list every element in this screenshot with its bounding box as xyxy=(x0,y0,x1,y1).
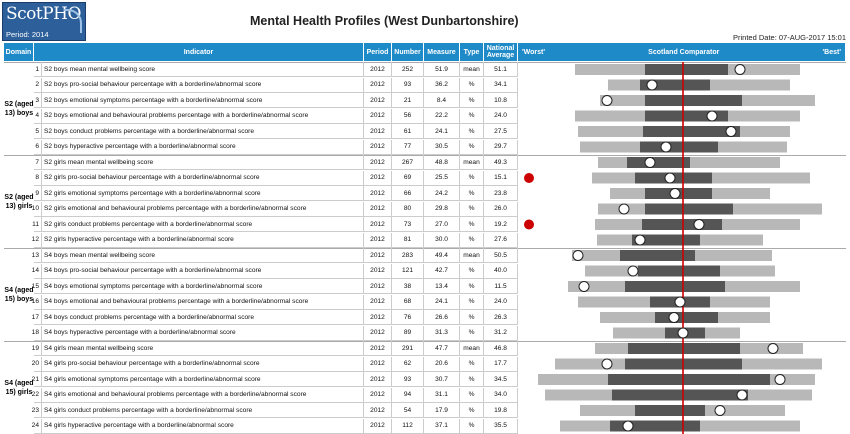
national-average-value: 26.3 xyxy=(484,310,518,325)
indicator-name: S2 boys pro-social behaviour percentage with a borderline/abnormal score xyxy=(42,78,364,93)
type-value: % xyxy=(460,372,484,387)
type-value: % xyxy=(460,357,484,372)
number-value: 76 xyxy=(392,310,424,325)
type-value: mean xyxy=(460,248,484,263)
printed-date: Printed Date: 07-AUG-2017 15:01 xyxy=(733,33,846,42)
domain-label: S2 (aged 13) girls xyxy=(4,155,34,248)
indicator-name: S2 boys conduct problems percentage with a borderline/abnormal score xyxy=(42,124,364,139)
area-value-marker xyxy=(694,220,704,230)
indicator-name: S4 boys conduct problems percentage with a borderline/abnormal score xyxy=(42,310,364,325)
number-value: 283 xyxy=(392,248,424,263)
area-value-marker xyxy=(678,328,688,338)
period-value: 2012 xyxy=(364,264,392,279)
type-value: % xyxy=(460,93,484,108)
row-number: 7 xyxy=(34,155,42,170)
domain-label: S4 (aged 15) boys xyxy=(4,248,34,341)
national-average-value: 34.1 xyxy=(484,78,518,93)
national-average-value: 46.8 xyxy=(484,341,518,356)
period-value: 2012 xyxy=(364,93,392,108)
measure-value: 24.1 xyxy=(424,124,460,139)
row-number: 18 xyxy=(34,326,42,341)
row-number: 11 xyxy=(34,217,42,232)
period-value: 2012 xyxy=(364,186,392,201)
number-value: 62 xyxy=(392,357,424,372)
area-value-marker xyxy=(737,390,747,400)
type-value: % xyxy=(460,403,484,418)
period-value: 2012 xyxy=(364,124,392,139)
area-value-marker xyxy=(707,111,717,121)
header-indicator: Indicator xyxy=(34,43,364,61)
type-value: % xyxy=(460,310,484,325)
indicator-name: S4 girls hyperactive percentage with a borderline/abnormal score xyxy=(42,419,364,434)
row-number: 24 xyxy=(34,419,42,434)
number-value: 81 xyxy=(392,233,424,248)
row-number: 9 xyxy=(34,186,42,201)
period-value: 2012 xyxy=(364,217,392,232)
national-average-value: 15.1 xyxy=(484,171,518,186)
measure-value: 17.9 xyxy=(424,403,460,418)
area-value-marker xyxy=(670,189,680,199)
row-number: 19 xyxy=(34,341,42,356)
comparator-interquartile-bar xyxy=(612,390,748,401)
type-value: % xyxy=(460,124,484,139)
number-value: 38 xyxy=(392,279,424,294)
row-number: 10 xyxy=(34,202,42,217)
number-value: 121 xyxy=(392,264,424,279)
number-value: 73 xyxy=(392,217,424,232)
measure-value: 42.7 xyxy=(424,264,460,279)
national-average-value: 23.8 xyxy=(484,186,518,201)
period-value: 2012 xyxy=(364,341,392,356)
number-value: 61 xyxy=(392,124,424,139)
indicator-name: S2 girls hyperactive percentage with a borderline/abnormal score xyxy=(42,233,364,248)
comparator-interquartile-bar xyxy=(643,126,740,137)
period-value: 2012 xyxy=(364,419,392,434)
type-value: % xyxy=(460,78,484,93)
area-value-marker xyxy=(635,235,645,245)
number-value: 252 xyxy=(392,62,424,77)
period-value: 2012 xyxy=(364,140,392,155)
indicator-name: S2 girls pro-social behaviour percentage with a borderline/abnormal score xyxy=(42,171,364,186)
type-value: % xyxy=(460,217,484,232)
national-average-value: 31.2 xyxy=(484,326,518,341)
type-value: % xyxy=(460,140,484,155)
logo-text: ScotPHO xyxy=(6,4,81,24)
comparator-interquartile-bar xyxy=(645,64,728,75)
period-value: 2012 xyxy=(364,279,392,294)
type-value: % xyxy=(460,186,484,201)
area-value-marker xyxy=(669,313,679,323)
measure-value: 8.4 xyxy=(424,93,460,108)
type-value: % xyxy=(460,171,484,186)
type-value: % xyxy=(460,233,484,248)
row-number: 4 xyxy=(34,109,42,124)
period-value: 2012 xyxy=(364,403,392,418)
row-number: 20 xyxy=(34,357,42,372)
area-value-marker xyxy=(735,65,745,75)
national-average-value: 40.0 xyxy=(484,264,518,279)
area-value-marker xyxy=(715,406,725,416)
row-number: 21 xyxy=(34,372,42,387)
indicator-name: S2 boys emotional and behavioural problems percentage with a borderline/abnormal score xyxy=(42,109,364,124)
number-value: 68 xyxy=(392,295,424,310)
type-value: % xyxy=(460,326,484,341)
row-number: 3 xyxy=(34,93,42,108)
area-value-marker xyxy=(579,282,589,292)
measure-value: 36.2 xyxy=(424,78,460,93)
area-value-marker xyxy=(647,80,657,90)
number-value: 291 xyxy=(392,341,424,356)
national-average-value: 51.1 xyxy=(484,62,518,77)
type-value: % xyxy=(460,264,484,279)
national-average-value: 17.7 xyxy=(484,357,518,372)
period-value: 2012 xyxy=(364,357,392,372)
national-average-value: 19.2 xyxy=(484,217,518,232)
area-value-marker xyxy=(665,173,675,183)
row-number: 6 xyxy=(34,140,42,155)
number-value: 80 xyxy=(392,202,424,217)
area-value-marker xyxy=(602,96,612,106)
national-average-value: 27.5 xyxy=(484,124,518,139)
measure-value: 27.0 xyxy=(424,217,460,232)
comparator-interquartile-bar xyxy=(645,95,742,106)
indicator-name: S2 girls conduct problems percentage with a borderline/abnormal score xyxy=(42,217,364,232)
national-average-value: 27.6 xyxy=(484,233,518,248)
comparator-interquartile-bar xyxy=(608,374,770,385)
header-number: Number xyxy=(392,43,424,61)
indicator-name: S4 girls pro-social behaviour percentage with a borderline/abnormal score xyxy=(42,357,364,372)
period-value: 2012 xyxy=(364,202,392,217)
page-title: Mental Health Profiles (West Dunbartonshire) xyxy=(250,14,519,28)
indicator-name: S4 boys pro-social behaviour percentage with a borderline/abnormal score xyxy=(42,264,364,279)
period-value: 2012 xyxy=(364,233,392,248)
period-value: 2012 xyxy=(364,248,392,263)
indicator-name: S2 boys emotional symptoms percentage with a borderline/abnormal score xyxy=(42,93,364,108)
national-average-value: 35.5 xyxy=(484,419,518,434)
measure-value: 24.1 xyxy=(424,295,460,310)
measure-value: 47.7 xyxy=(424,341,460,356)
header-scotland-comparator: Scotland Comparator xyxy=(648,48,720,56)
type-value: % xyxy=(460,202,484,217)
measure-value: 24.2 xyxy=(424,186,460,201)
type-value: % xyxy=(460,419,484,434)
area-value-marker xyxy=(573,251,583,261)
comparator-interquartile-bar xyxy=(627,157,690,168)
row-number: 8 xyxy=(34,171,42,186)
measure-value: 29.8 xyxy=(424,202,460,217)
national-average-value: 10.8 xyxy=(484,93,518,108)
measure-value: 37.1 xyxy=(424,419,460,434)
indicator-name: S4 girls emotional and behavioural problems percentage with a borderline/abnormal score xyxy=(42,388,364,403)
row-number: 5 xyxy=(34,124,42,139)
number-value: 93 xyxy=(392,78,424,93)
indicator-name: S4 girls emotional symptoms percentage with a borderline/abnormal score xyxy=(42,372,364,387)
number-value: 56 xyxy=(392,109,424,124)
header-period: Period xyxy=(364,43,392,61)
area-value-marker xyxy=(661,142,671,152)
type-value: mean xyxy=(460,155,484,170)
type-value: % xyxy=(460,388,484,403)
type-value: % xyxy=(460,279,484,294)
indicator-name: S2 boys hyperactive percentage with a borderline/abnormal score xyxy=(42,140,364,155)
measure-value: 22.2 xyxy=(424,109,460,124)
domain-label: S4 (aged 15) girls xyxy=(4,341,34,434)
header-best: 'Best' xyxy=(822,48,841,56)
indicator-name: S2 boys mean mental wellbeing score xyxy=(42,62,364,77)
period-value: 2012 xyxy=(364,155,392,170)
comparator-interquartile-bar xyxy=(642,219,722,230)
national-average-value: 34.0 xyxy=(484,388,518,403)
period-value: 2012 xyxy=(364,109,392,124)
period-value: 2012 xyxy=(364,295,392,310)
domain-label: S2 (aged 13) boys xyxy=(4,62,34,155)
area-value-marker xyxy=(775,375,785,385)
period-value: 2012 xyxy=(364,326,392,341)
indicator-name: S4 girls mean mental wellbeing score xyxy=(42,341,364,356)
type-value: mean xyxy=(460,341,484,356)
header-national-average: National Average xyxy=(484,43,518,61)
national-average-value: 19.8 xyxy=(484,403,518,418)
period-value: 2012 xyxy=(364,62,392,77)
indicator-name: S4 boys emotional symptoms percentage with a borderline/abnormal score xyxy=(42,279,364,294)
comparator-interquartile-bar xyxy=(640,142,718,153)
number-value: 93 xyxy=(392,372,424,387)
measure-value: 30.0 xyxy=(424,233,460,248)
national-average-value: 49.3 xyxy=(484,155,518,170)
type-value: % xyxy=(460,295,484,310)
row-number: 15 xyxy=(34,279,42,294)
period-value: 2012 xyxy=(364,310,392,325)
measure-value: 31.3 xyxy=(424,326,460,341)
row-number: 23 xyxy=(34,403,42,418)
header-domain: Domain xyxy=(4,43,34,61)
measure-value: 20.6 xyxy=(424,357,460,372)
header-type: Type xyxy=(460,43,484,61)
comparator-interquartile-bar xyxy=(638,266,720,277)
area-value-marker xyxy=(726,127,736,137)
number-value: 89 xyxy=(392,326,424,341)
area-value-marker xyxy=(768,344,778,354)
measure-value: 31.1 xyxy=(424,388,460,403)
number-value: 69 xyxy=(392,171,424,186)
period-value: 2012 xyxy=(364,171,392,186)
national-average-value: 29.7 xyxy=(484,140,518,155)
header-worst: 'Worst' xyxy=(522,48,546,56)
measure-value: 13.4 xyxy=(424,279,460,294)
area-value-marker xyxy=(623,421,633,431)
significance-flag-icon xyxy=(524,173,534,183)
comparator-interquartile-bar xyxy=(625,281,725,292)
row-number: 1 xyxy=(34,62,42,77)
national-average-value: 11.5 xyxy=(484,279,518,294)
measure-value: 30.7 xyxy=(424,372,460,387)
measure-value: 49.4 xyxy=(424,248,460,263)
number-value: 112 xyxy=(392,419,424,434)
measure-value: 25.5 xyxy=(424,171,460,186)
comparator-interquartile-bar xyxy=(645,204,733,215)
number-value: 77 xyxy=(392,140,424,155)
type-value: % xyxy=(460,109,484,124)
indicator-name: S4 boys mean mental wellbeing score xyxy=(42,248,364,263)
row-number: 2 xyxy=(34,78,42,93)
indicator-name: S4 girls conduct problems percentage with a borderline/abnormal score xyxy=(42,403,364,418)
comparator-interquartile-bar xyxy=(655,312,718,323)
indicator-name: S2 girls emotional and behavioural problems percentage with a borderline/abnormal score xyxy=(42,202,364,217)
number-value: 54 xyxy=(392,403,424,418)
row-number: 22 xyxy=(34,388,42,403)
period-value: 2012 xyxy=(364,388,392,403)
logo-period: Period: 2014 xyxy=(6,30,49,39)
period-value: 2012 xyxy=(364,78,392,93)
row-number: 12 xyxy=(34,233,42,248)
national-average-value: 24.0 xyxy=(484,109,518,124)
measure-value: 26.6 xyxy=(424,310,460,325)
national-average-value: 26.0 xyxy=(484,202,518,217)
number-value: 267 xyxy=(392,155,424,170)
national-average-value: 50.5 xyxy=(484,248,518,263)
comparator-interquartile-bar xyxy=(628,343,740,354)
area-value-marker xyxy=(628,266,638,276)
measure-value: 30.5 xyxy=(424,140,460,155)
header-measure: Measure xyxy=(424,43,460,61)
indicator-name: S4 boys emotional and behavioural problems percentage with a borderline/abnormal score xyxy=(42,295,364,310)
area-value-marker xyxy=(675,297,685,307)
area-value-marker xyxy=(645,158,655,168)
number-value: 66 xyxy=(392,186,424,201)
type-value: mean xyxy=(460,62,484,77)
comparator-interquartile-bar xyxy=(635,405,705,416)
number-value: 94 xyxy=(392,388,424,403)
measure-value: 48.8 xyxy=(424,155,460,170)
indicator-name: S2 girls mean mental wellbeing score xyxy=(42,155,364,170)
area-value-marker xyxy=(602,359,612,369)
row-number: 16 xyxy=(34,295,42,310)
area-value-marker xyxy=(619,204,629,214)
indicator-name: S2 girls emotional symptoms percentage with a borderline/abnormal score xyxy=(42,186,364,201)
indicator-name: S4 boys hyperactive percentage with a borderline/abnormal score xyxy=(42,326,364,341)
row-number: 14 xyxy=(34,264,42,279)
measure-value: 51.9 xyxy=(424,62,460,77)
national-average-value: 34.5 xyxy=(484,372,518,387)
national-average-value: 24.0 xyxy=(484,295,518,310)
row-number: 17 xyxy=(34,310,42,325)
period-value: 2012 xyxy=(364,372,392,387)
number-value: 21 xyxy=(392,93,424,108)
significance-flag-icon xyxy=(524,220,534,230)
row-number: 13 xyxy=(34,248,42,263)
